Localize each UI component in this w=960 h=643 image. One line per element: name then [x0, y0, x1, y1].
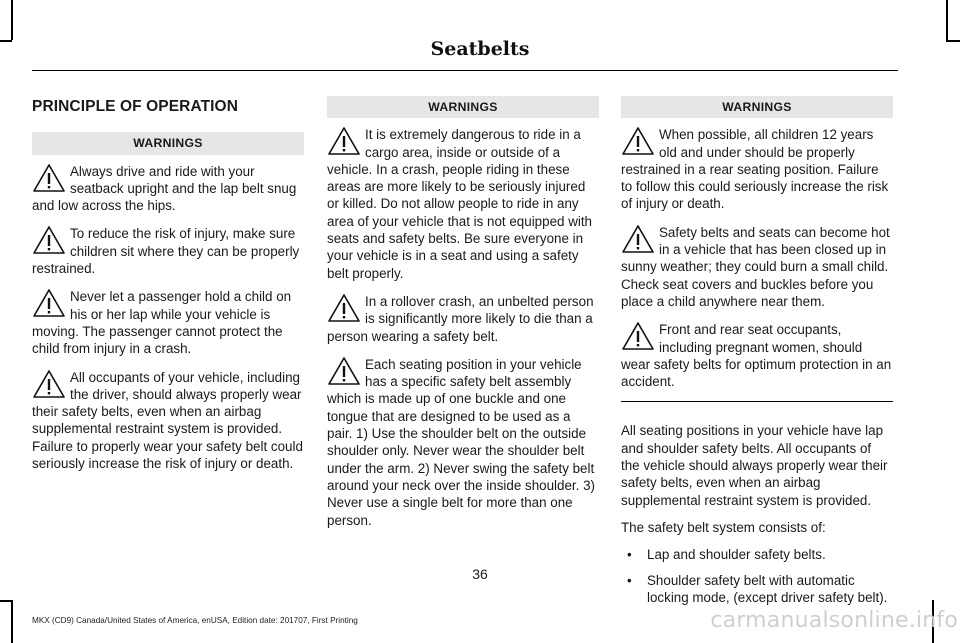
bullet-icon: •	[627, 572, 632, 588]
crop-mark	[946, 0, 948, 40]
warning-text: Front and rear seat occupants, including pregnant women, should wear safety belts for optimum protection in an accident.	[621, 322, 892, 390]
warning-item	[621, 126, 893, 212]
warning-triangle-icon	[621, 321, 657, 351]
warnings-heading: WARNINGS	[32, 132, 304, 154]
body-paragraph: All seating positions in your vehicle have lap and shoulder safety belts. All occupants of the vehicle should always properly wear their safety belts, even when an airbag supplemental restraint system is provided.	[621, 423, 888, 508]
warnings-end-divider	[621, 401, 893, 402]
crop-mark	[11, 0, 13, 40]
column-3	[621, 96, 893, 614]
warnings-heading: WARNINGS	[327, 96, 599, 118]
warning-item	[32, 225, 304, 277]
watermark: carmanualsonline.info	[710, 608, 958, 633]
warning-item	[32, 288, 304, 357]
crop-mark	[11, 600, 13, 643]
warning-item	[327, 293, 599, 345]
warning-triangle-icon	[621, 126, 657, 156]
bullet-icon: •	[627, 547, 632, 563]
warning-text: Each seating position in your vehicle has a specific safety belt assembly which is made up of one buckle and one tongue that are designed to be used as a pair. 1) Use the shoulder belt on the outside shoulder only. Never wear the shoulder belt under the arm. 2) Never swing the safety belt around your neck over the inside shoulder. 3) Never use a single belt for more than one person.	[327, 356, 595, 528]
page-title: Seatbelts	[430, 38, 530, 60]
warning-item	[621, 224, 893, 310]
section-title: PRINCIPLE OF OPERATION	[32, 98, 239, 115]
warning-text: Never let a passenger hold a child on his or her lap while your vehicle is moving. The passenger cannot protect the child from injury in a crash.	[32, 289, 292, 357]
warning-text: It is extremely dangerous to ride in a cargo area, inside or outside of a vehicle. In a crash, people riding in these areas are more likely to be seriously injured or killed. Do not allow people to ride in any area of your vehicle that is not equipped with seats and safety belts. Be sure everyone in your vehicle is in a seat and using a safety belt properly.	[327, 127, 593, 281]
list-item-text: Lap and shoulder safety belts.	[647, 547, 826, 563]
page-number: 36	[472, 566, 488, 582]
list-item	[621, 546, 893, 563]
warning-triangle-icon	[32, 225, 68, 255]
warning-triangle-icon	[327, 356, 363, 386]
list-item-text: Shoulder safety belt with automatic locking mode, (except driver safety belt).	[647, 572, 888, 605]
warning-triangle-icon	[32, 163, 68, 193]
warning-text: In a rollover crash, an unbelted person is significantly more likely to die than a person wearing a safety belt.	[327, 293, 594, 344]
warning-text: To reduce the risk of injury, make sure children sit where they can be properly restrained.	[32, 226, 300, 277]
warnings-heading: WARNINGS	[621, 96, 893, 118]
warning-text: All occupants of your vehicle, including the driver, should always properly wear their safety belts, even when an airbag supplemental restraint system is provided. Failure to properly wear your safety belt could seriously increase the risk of injury or death.	[32, 369, 303, 472]
warning-text: When possible, all children 12 years old and under should be properly restrained in a rear seating position. Failure to follow this could seriously increase the risk of injury or death.	[621, 127, 889, 212]
column-2	[327, 96, 599, 540]
column-1	[32, 96, 304, 483]
warning-triangle-icon	[327, 293, 363, 323]
body-paragraph: The safety belt system consists of:	[621, 519, 826, 535]
warning-item	[621, 321, 893, 390]
warning-text: Always drive and ride with your seatback upright and the lap belt snug and low across the hips.	[32, 163, 297, 214]
warning-triangle-icon	[327, 126, 363, 156]
warning-item	[32, 163, 304, 215]
header-divider	[32, 70, 898, 71]
crop-mark	[0, 600, 12, 602]
warning-text: Safety belts and seats can become hot in a vehicle that has been closed up in sunny weather; they could burn a small child. Check seat covers and buckles before you place a child anywhere near them.	[621, 224, 890, 309]
warning-item	[327, 356, 599, 529]
warning-triangle-icon	[32, 369, 68, 399]
warning-item	[32, 369, 304, 473]
warning-triangle-icon	[32, 288, 68, 318]
warning-item	[327, 126, 599, 282]
footer-text: MKX (CD9) Canada/United States of America, enUSA, Edition date: 201707, First Printing	[32, 616, 358, 625]
warning-triangle-icon	[621, 224, 657, 254]
